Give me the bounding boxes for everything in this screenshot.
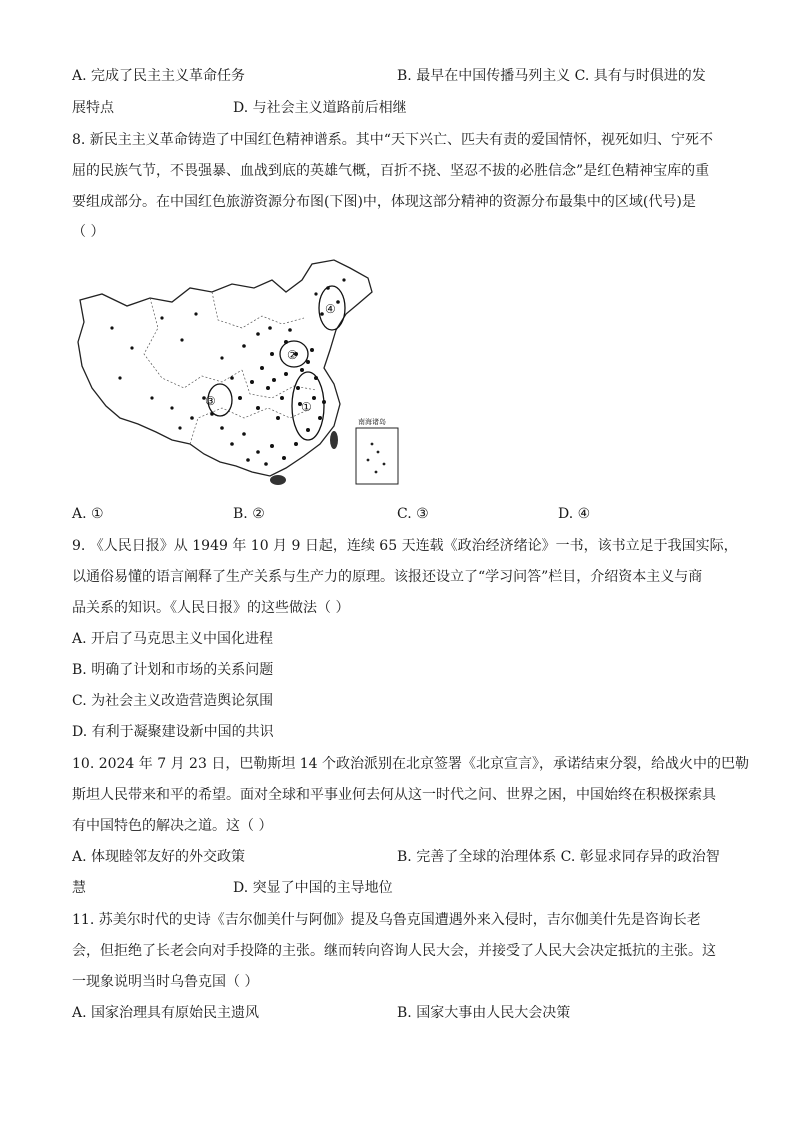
map-svg [72,258,417,488]
hainan-island [270,475,286,485]
q10-option-b-c[interactable]: B. 完善了全球的治理体系 C. 彰显求同存异的政治智 [397,849,720,865]
q9-option-d[interactable]: D. 有利于凝聚建设新中国的共识 [72,724,274,740]
q11-stem-line-1: 11. 苏美尔时代的史诗《吉尔伽美什与阿伽》提及乌鲁克国遭遇外来入侵时，吉尔伽美什先是咨询长老 [72,912,701,928]
q11-option-b[interactable]: B. 国家大事由人民大会决策 [397,1005,571,1021]
q10-stem-line-3: 有中国特色的解决之道。这（ ） [72,818,273,834]
q8-option-d[interactable]: D. ④ [558,506,591,522]
q8-stem-line-2: 屈的民族气节，不畏强暴、血战到底的英雄气概，百折不挠、坚忍不拔的必胜信念”是红色精神宝库的重 [72,163,710,179]
q9-option-c[interactable]: C. 为社会主义改造营造舆论氛围 [72,693,274,709]
q7-option-d[interactable]: D. 与社会主义道路前后相继 [233,100,407,116]
q9-stem-line-2: 以通俗易懂的语言阐释了生产关系与生产力的原理。该报还设立了“学习问答”栏目，介绍资本主义与商 [72,569,703,585]
q7-option-b-c[interactable]: B. 最早在中国传播马列主义 C. 具有与时俱进的发 [397,68,706,84]
q10-stem-line-1: 10. 2024 年 7 月 23 日，巴勒斯坦 14 个政治派别在北京签署《北京宣言》，承诺结束分裂，给战火中的巴勒 [72,756,750,772]
q11-stem-line-3: 一现象说明当时乌鲁克国（ ） [72,974,259,990]
q8-option-a[interactable]: A. ① [72,506,104,522]
q11-option-a[interactable]: A. 国家治理具有原始民主遗风 [72,1005,260,1021]
china-outline [78,260,372,476]
q8-stem-line-3: 要组成部分。在中国红色旅游资源分布图(下图)中，体现这部分精神的资源分布最集中的区域(代号)是 [72,194,696,210]
taiwan-island [330,431,338,449]
q11-stem-line-2: 会，但拒绝了长老会向对手投降的主张。继而转向咨询人民大会，并接受了人民大会决定抵抗的主张。这 [72,943,716,959]
region-label-1: ① [301,400,312,414]
q10-option-d[interactable]: D. 突显了中国的主导地位 [233,880,393,896]
q7-option-a[interactable]: A. 完成了民主主义革命任务 [72,68,246,84]
q9-option-a[interactable]: A. 开启了马克思主义中国化进程 [72,631,274,647]
q9-stem-line-3: 品关系的知识。《人民日报》的这些做法（ ） [72,600,350,616]
q8-option-c[interactable]: C. ③ [397,506,429,522]
q10-stem-line-2: 斯坦人民带来和平的希望。面对全球和平事业何去何从这一时代之问、世界之困，中国始终在积极探索具 [72,787,716,803]
q8-stem-line-1: 8. 新民主主义革命铸造了中国红色精神谱系。其中“天下兴亡、匹夫有责的爱国情怀，视死如归、宁死不 [72,132,713,148]
region-label-3: ③ [205,394,216,408]
q9-stem-line-1: 9. 《人民日报》从 1949 年 10 月 9 日起，连续 65 天连载《政治经济绪论》一书，该书立足于我国实际， [72,538,738,554]
q10-option-c-continued: 慧 [72,880,86,896]
q8-answer-blank: （ ） [72,224,105,240]
q7-option-c-continued: 展特点 [72,100,114,116]
q8-option-b[interactable]: B. ② [233,506,265,522]
inset-box [356,428,398,484]
region-label-2: ② [287,348,298,362]
inset-label: 南海诸岛 [358,418,386,426]
q9-option-b[interactable]: B. 明确了计划和市场的关系问题 [72,662,274,678]
china-red-tourism-map [72,258,417,488]
region-label-4: ④ [325,302,336,316]
q10-option-a[interactable]: A. 体现睦邻友好的外交政策 [72,849,246,865]
